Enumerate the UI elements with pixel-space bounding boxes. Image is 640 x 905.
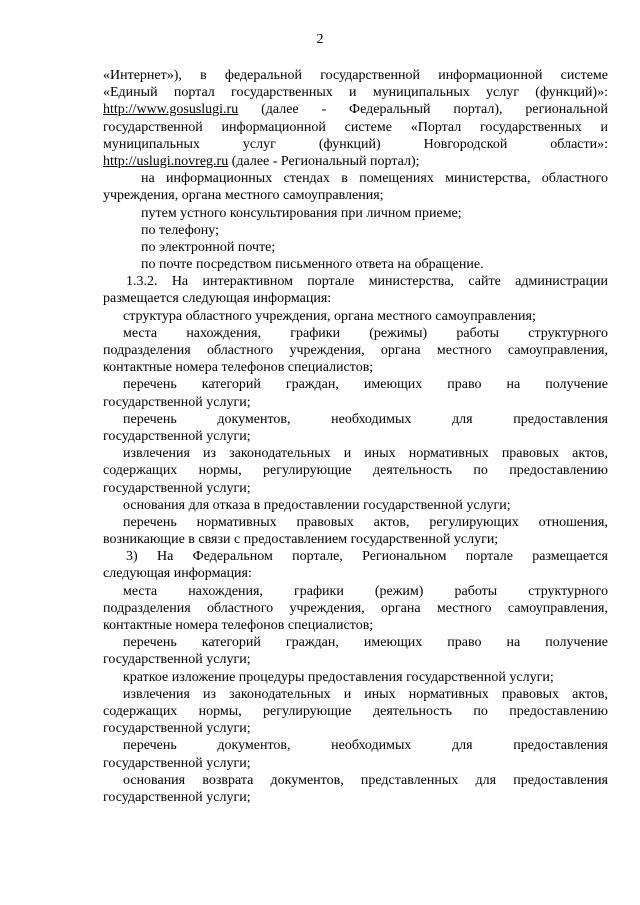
text-line: учреждения, органа местного самоуправления; bbox=[103, 188, 384, 204]
text-line: места нахождения, графики (режим) работы структурного bbox=[123, 583, 608, 599]
text-line: государственной услуги; bbox=[103, 428, 251, 444]
text-line: 1.3.2. На интерактивном портале министерства, сайте администрации bbox=[126, 274, 608, 290]
text-line: содержащих нормы, регулирующие деятельность по предоставлению bbox=[103, 463, 608, 479]
text-line: подразделения областного учреждения, органа местного самоуправления, bbox=[103, 600, 608, 616]
document-body bbox=[103, 67, 608, 806]
text-line: государственной услуги; bbox=[103, 480, 251, 496]
url-link[interactable]: http://www.gosuslugi.ru bbox=[103, 102, 239, 118]
text-line: следующая информация: bbox=[103, 566, 252, 582]
text-line: по почте посредством письменного ответа на обращение. bbox=[141, 257, 484, 273]
text-line: структура областного учреждения, органа местного самоуправления; bbox=[123, 308, 536, 324]
text-line: на информационных стендах в помещениях министерства, областного bbox=[141, 171, 608, 187]
url-link[interactable]: http://uslugi.novreg.ru bbox=[103, 153, 229, 169]
text-line: по телефону; bbox=[141, 222, 219, 238]
text-line: перечень документов, необходимых для предоставления bbox=[123, 411, 608, 427]
text-line: «Единый портал государственных и муниципальных услуг (функций)»: bbox=[103, 85, 608, 101]
text-line: государственной услуги; bbox=[103, 755, 251, 771]
text-line: подразделения областного учреждения, органа местного самоуправления, bbox=[103, 343, 608, 358]
line-text: (далее - Региональный портал); bbox=[228, 153, 420, 169]
text-line: извлечения из законодательных и иных нормативных правовых актов, bbox=[123, 446, 608, 462]
text-line: «Интернет»), в федеральной государственной информационной системе bbox=[103, 68, 608, 83]
text-line: основания возврата документов, представленных для предоставления bbox=[123, 772, 608, 788]
text-line: основания для отказа в предоставлении государственной услуги; bbox=[123, 497, 511, 513]
text-line: места нахождения, графики (режимы) работы структурного bbox=[123, 325, 608, 341]
text-line: контактные номера телефонов специалистов; bbox=[103, 618, 374, 633]
line-text: (далее - Федеральный портал), региональной bbox=[238, 102, 608, 118]
text-line bbox=[103, 101, 608, 118]
text-line: извлечения из законодательных и иных нормативных правовых актов, bbox=[123, 686, 608, 702]
text-line: возникающие в связи с предоставлением государственной услуги; bbox=[103, 532, 499, 548]
text-line: перечень категорий граждан, имеющих право на получение bbox=[123, 377, 608, 393]
text-line bbox=[103, 153, 608, 170]
text-line: перечень нормативных правовых актов, регулирующих отношения, bbox=[123, 514, 608, 530]
text-line: 3) На Федеральном портале, Региональном портале размещается bbox=[126, 549, 608, 565]
text-line: государственной услуги; bbox=[103, 394, 251, 410]
text-line: по электронной почте; bbox=[141, 239, 276, 255]
text-line: государственной услуги; bbox=[103, 789, 251, 805]
text-line: краткое изложение процедуры предоставления государственной услуги; bbox=[123, 669, 554, 685]
text-line: государственной информационной системе «Портал государственных и bbox=[103, 119, 608, 135]
text-line: перечень документов, необходимых для предоставления bbox=[123, 738, 608, 754]
text-line: содержащих нормы, регулирующие деятельность по предоставлению bbox=[103, 703, 608, 719]
text-line: размещается следующая информация: bbox=[103, 291, 332, 307]
text-line: путем устного консультирования при личном приеме; bbox=[141, 205, 462, 221]
text-line: перечень категорий граждан, имеющих право на получение bbox=[123, 635, 608, 651]
page-number: 2 bbox=[316, 32, 324, 47]
text-line: муниципальных услуг (функций) Новгородской области»: bbox=[103, 136, 608, 152]
text-line: государственной услуги; bbox=[103, 721, 251, 737]
text-line: государственной услуги; bbox=[103, 652, 251, 668]
text-line: контактные номера телефонов специалистов; bbox=[103, 360, 374, 376]
